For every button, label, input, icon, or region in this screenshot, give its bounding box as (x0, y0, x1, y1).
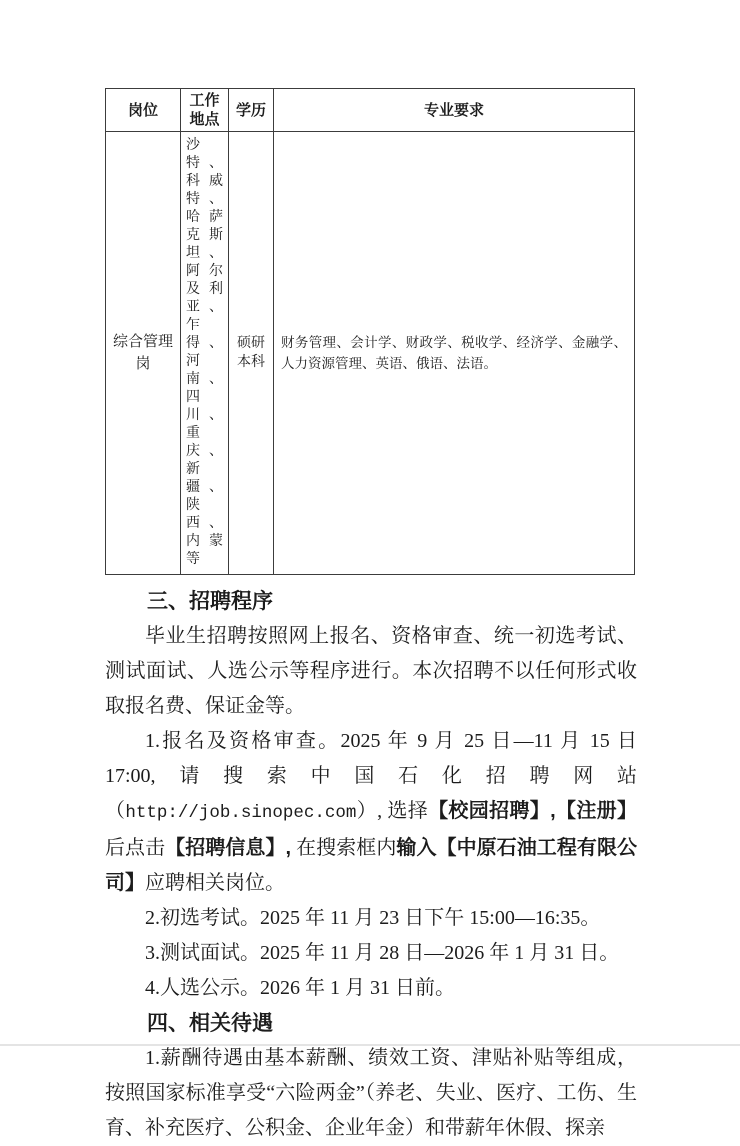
paragraph-compensation: 1.薪酬待遇由基本薪酬、绩效工资、津贴补贴等组成，按照国家标准享受“六险两金”（养老、失业、医疗、工伤、生育、补充医疗、公积金、企业年金）和带薪年休假、探亲 (105, 1047, 637, 1139)
cell-requirements: 财务管理、会计学、财政学、税收学、经济学、金融学、人力资源管理、英语、俄语、法语。 (274, 132, 635, 575)
column-header-location: 工作地点 (181, 89, 229, 132)
table-row (106, 132, 635, 575)
position-table (105, 88, 635, 575)
column-header-education: 学历 (229, 89, 274, 132)
cell-position: 综合管理岗 (106, 132, 181, 575)
section-heading-benefits: 四、相关待遇 (147, 1012, 273, 1035)
document-body (105, 584, 637, 1146)
column-header-position: 岗位 (106, 89, 181, 132)
table-header-row (106, 89, 635, 132)
paragraph-procedure-overview: 毕业生招聘按照网上报名、资格审查、统一初选考试、测试面试、人选公示等程序进行。本次招聘不以任何形式收取报名费、保证金等。 (105, 625, 637, 717)
cell-education: 硕研本科 (229, 132, 274, 575)
column-header-requirements: 专业要求 (274, 89, 635, 132)
section-heading-recruitment-procedure: 三、招聘程序 (147, 590, 273, 613)
paragraph-candidate-publicity: 4.人选公示。2026 年 1 月 31 日前。 (145, 977, 455, 999)
paragraph-preliminary-exam: 2.初选考试。2025 年 11 月 23 日下午 15:00—16:35。 (145, 907, 601, 929)
paragraph-test-interview: 3.测试面试。2025 年 11 月 28 日—2026 年 1 月 31 日。 (145, 942, 620, 964)
cell-location: 沙特、科威特、哈萨克斯坦、阿尔及利亚、乍得、河南、四川、重庆、新疆、陕西、内蒙等 (181, 132, 229, 575)
paragraph-registration-review: 1.报名及资格审查。2025 年 9 月 25 日—11 月 15 日 17:00,请搜索中国石化招聘网站（http://job.sinopec.com）, 选择【校园招聘】,【注册】后点击【招聘信息】, 在搜索框内输入【中原石油工程有限公司】应聘相关岗位。 (105, 730, 638, 894)
